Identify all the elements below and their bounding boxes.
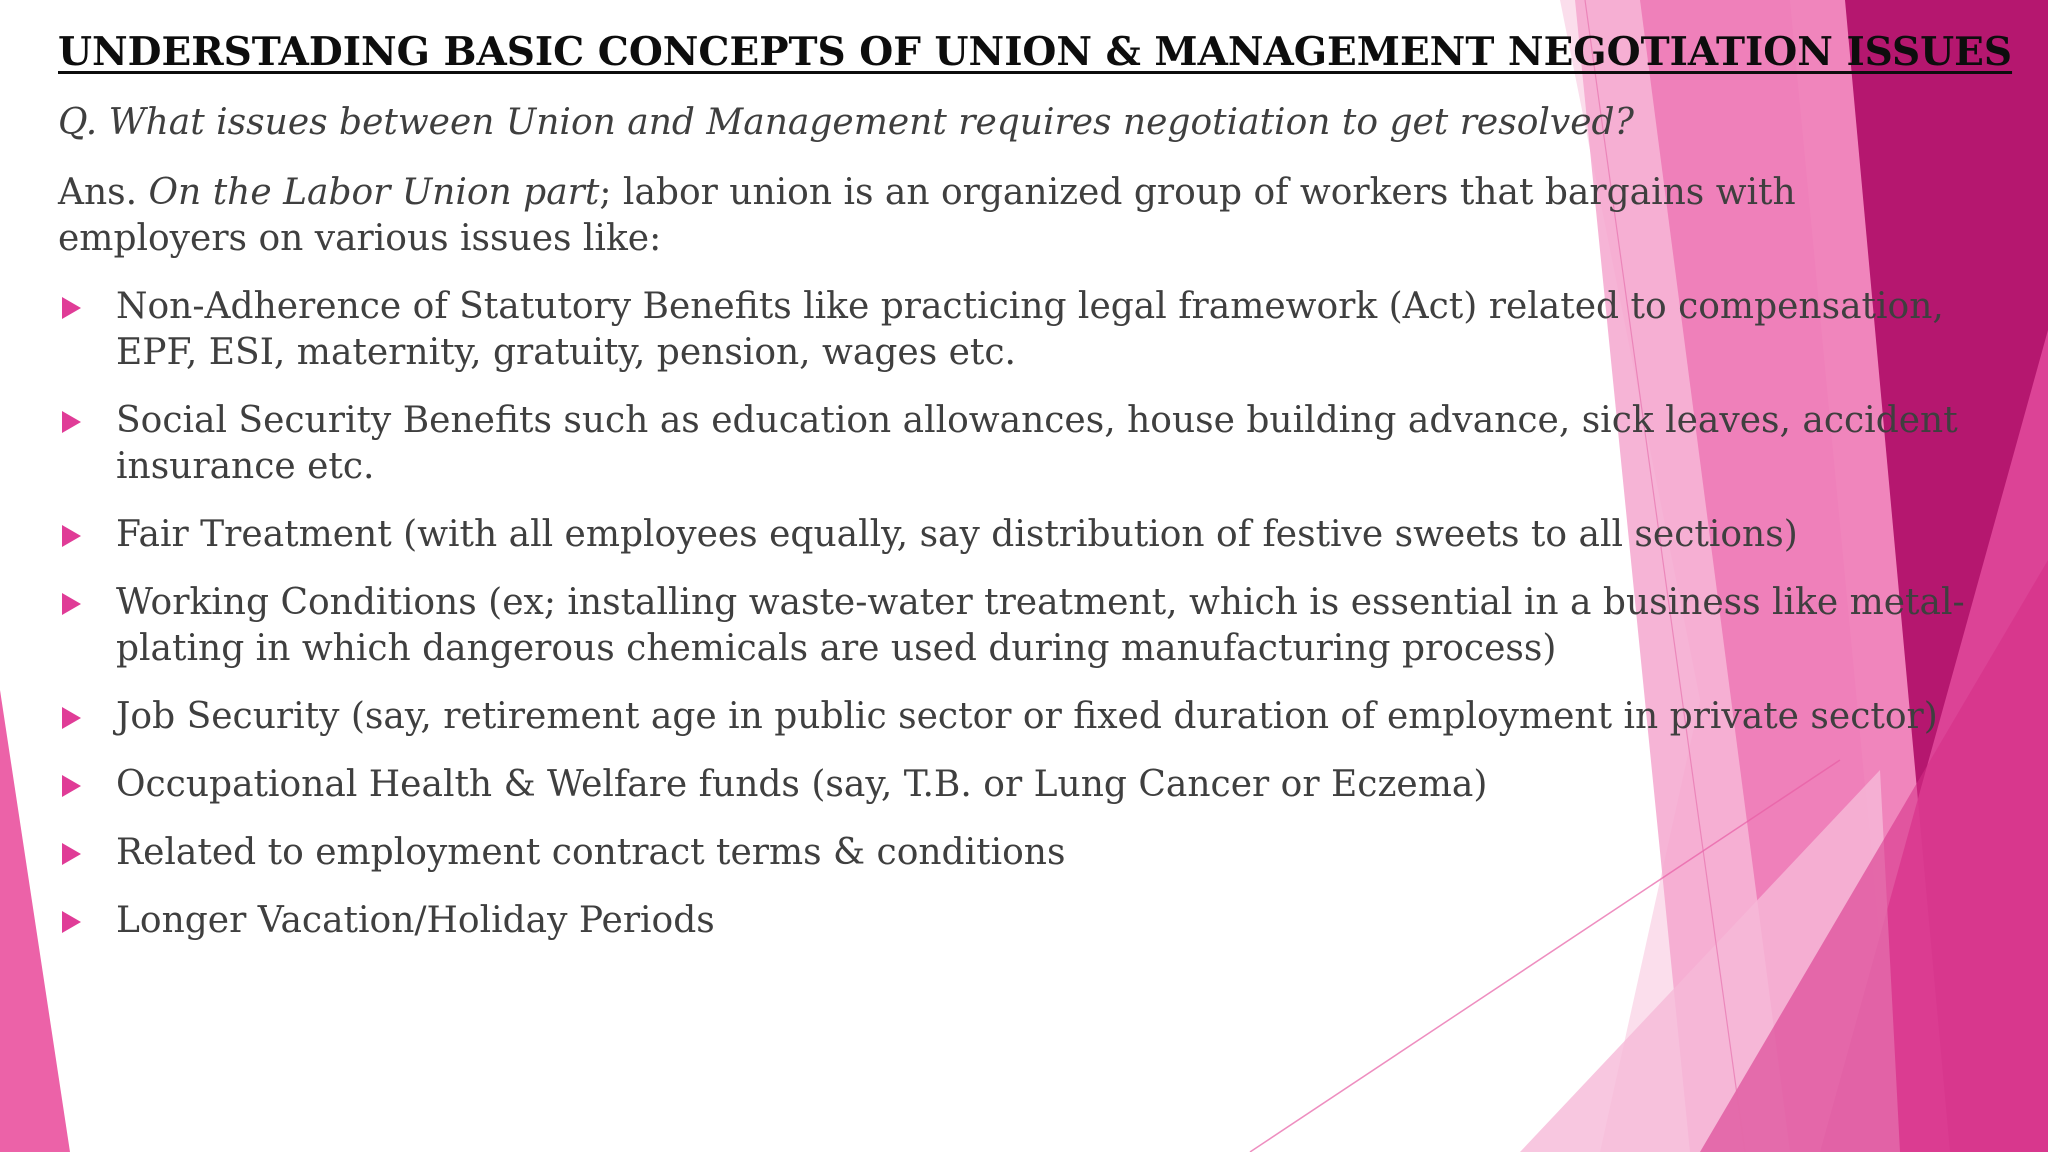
answer-prefix: Ans.: [58, 172, 149, 213]
triangle-right-icon: [62, 707, 81, 729]
triangle-right-icon: [62, 775, 81, 797]
answer-paragraph: [58, 170, 1888, 262]
issues-list: [58, 284, 2008, 966]
question-text: Q. What issues between Union and Management requires negotiation to get resolved?: [58, 102, 1634, 143]
list-item: [58, 398, 2008, 490]
triangle-right-icon: [62, 297, 81, 319]
answer-rest: ; labor union is an organized group of workers that bargains with employers on various issues like:: [58, 172, 1796, 259]
list-item-text: Working Conditions (ex; installing waste-water treatment, which is essential in a business like metal-plating in which dangerous chemicals are used during manufacturing process): [116, 582, 1965, 669]
list-item-text: Fair Treatment (with all employees equally, say distribution of festive sweets to all sections): [116, 514, 1798, 555]
list-item-text: Occupational Health & Welfare funds (say, T.B. or Lung Cancer or Eczema): [116, 764, 1488, 805]
triangle-right-icon: [62, 525, 81, 547]
list-item: [58, 284, 2008, 376]
list-item: [58, 512, 2008, 558]
list-item: [58, 694, 2008, 740]
triangle-right-icon: [62, 411, 81, 433]
triangle-right-icon: [62, 843, 81, 865]
list-item-text: Non-Adherence of Statutory Benefits like practicing legal framework (Act) related to compensation, EPF, ESI, maternity, gratuity, pension, wages etc.: [116, 286, 1944, 373]
triangle-right-icon: [62, 593, 81, 615]
list-item-text: Job Security (say, retirement age in public sector or fixed duration of employment in private sector): [116, 696, 1938, 737]
list-item-text: Longer Vacation/Holiday Periods: [116, 900, 715, 941]
list-item: [58, 580, 2008, 672]
answer-italic: On the Labor Union part: [148, 172, 600, 213]
list-item: [58, 830, 2008, 876]
triangle-right-icon: [62, 911, 81, 933]
list-item: [58, 762, 2008, 808]
list-item-text: Related to employment contract terms & conditions: [116, 832, 1066, 873]
slide-title: UNDERSTADING BASIC CONCEPTS OF UNION & MANAGEMENT NEGOTIATION ISSUES: [58, 29, 2013, 75]
list-item-text: Social Security Benefits such as education allowances, house building advance, sick leaves, accident insurance etc.: [116, 400, 1958, 487]
list-item: [58, 898, 2008, 944]
